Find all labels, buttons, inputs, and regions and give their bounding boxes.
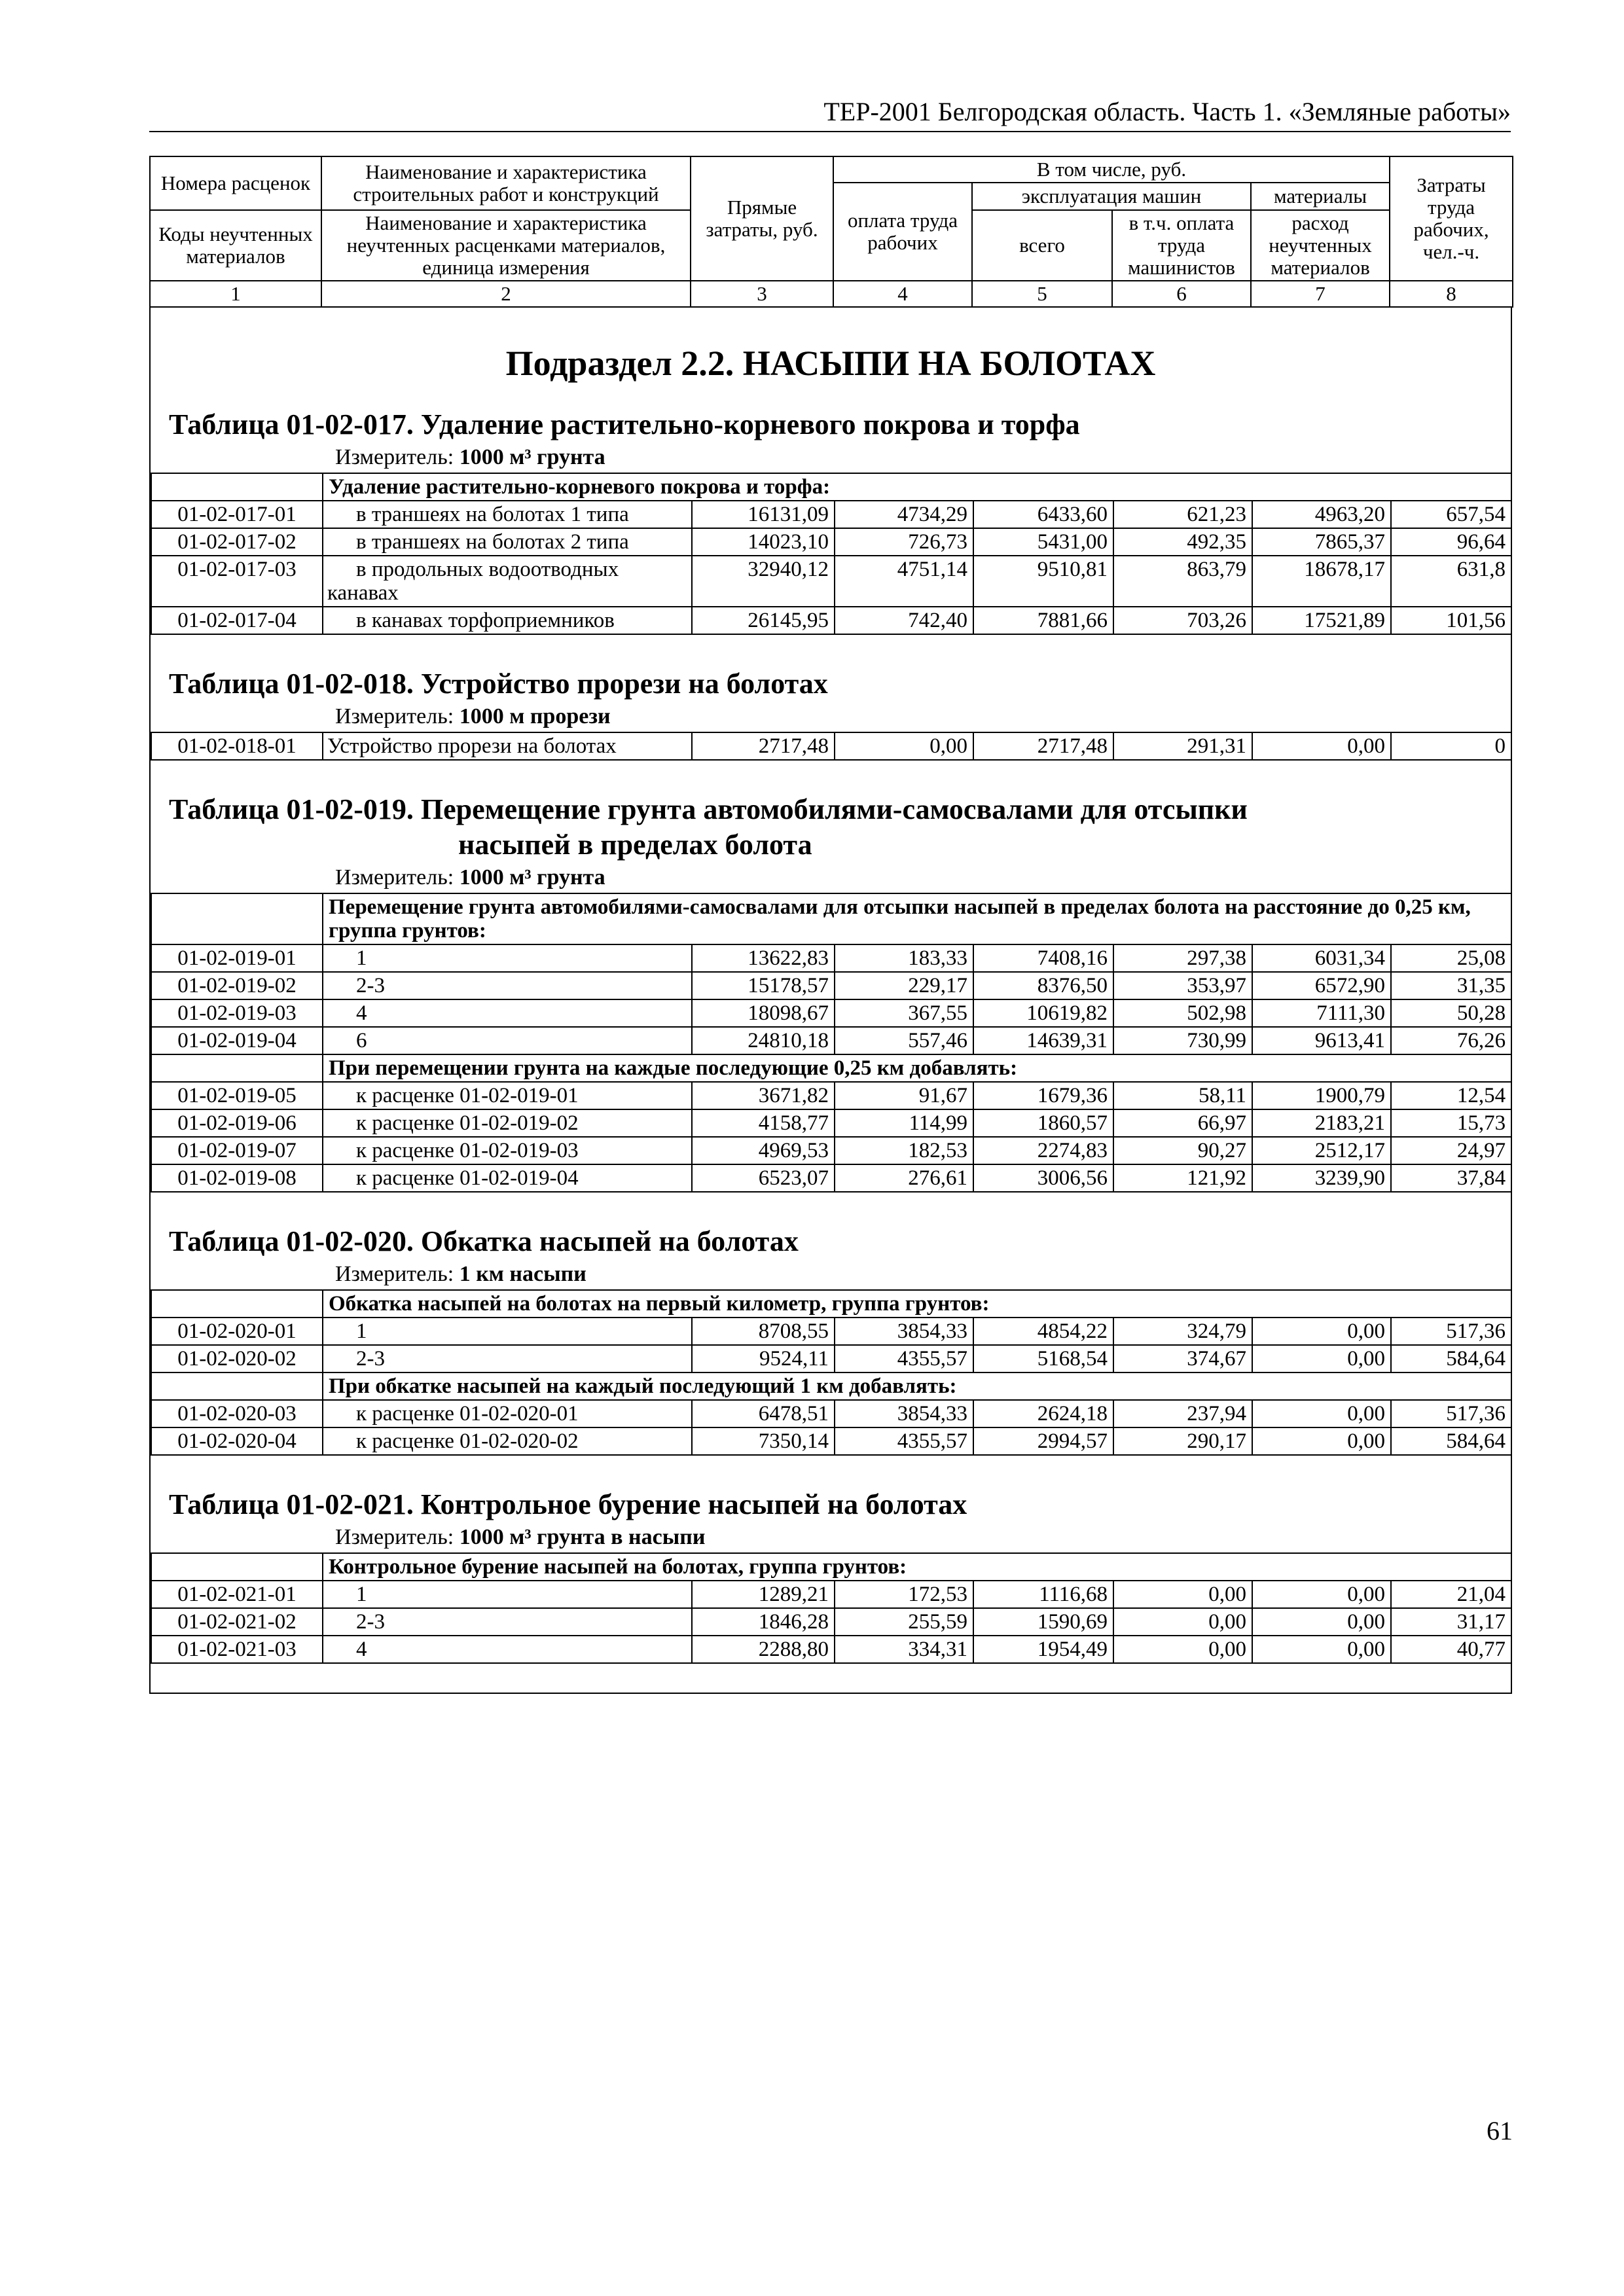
materials-value: 0,00 bbox=[1252, 1636, 1391, 1663]
direct-costs-value: 32940,12 bbox=[692, 556, 835, 607]
direct-costs-value: 6523,07 bbox=[692, 1164, 835, 1192]
machinist-pay-value: 621,23 bbox=[1113, 501, 1252, 528]
table-row bbox=[151, 1581, 1511, 1608]
worker-pay-value: 114,99 bbox=[835, 1109, 973, 1137]
rate-description: к расценке 01-02-019-01 bbox=[323, 1082, 692, 1109]
group-heading-row bbox=[151, 473, 1511, 501]
header-including: В том числе, руб. bbox=[833, 156, 1390, 183]
table-row bbox=[151, 501, 1511, 528]
machinist-pay-value: 291,31 bbox=[1113, 732, 1252, 760]
header-direct-costs: Прямые затраты, руб. bbox=[691, 156, 833, 281]
machine-total-value: 6433,60 bbox=[973, 501, 1113, 528]
materials-value: 0,00 bbox=[1252, 1345, 1391, 1372]
rate-description-line1: в продольных водоотводных bbox=[356, 558, 619, 581]
rate-code: 01-02-017-02 bbox=[151, 528, 323, 556]
table-title bbox=[151, 666, 1511, 702]
rate-description: к расценке 01-02-019-03 bbox=[323, 1137, 692, 1164]
measure-value: 1 км насыпи bbox=[459, 1262, 586, 1286]
machinist-pay-value: 703,26 bbox=[1113, 607, 1252, 634]
direct-costs-value: 26145,95 bbox=[692, 607, 835, 634]
machine-total-value: 1860,57 bbox=[973, 1109, 1113, 1137]
direct-costs-value: 15178,57 bbox=[692, 972, 835, 999]
group-heading-spacer bbox=[151, 1372, 323, 1400]
price-table bbox=[151, 893, 1512, 1193]
rate-code: 01-02-019-02 bbox=[151, 972, 323, 999]
materials-value: 2512,17 bbox=[1252, 1137, 1391, 1164]
materials-value: 3239,90 bbox=[1252, 1164, 1391, 1192]
materials-value: 1900,79 bbox=[1252, 1082, 1391, 1109]
worker-pay-value: 367,55 bbox=[835, 999, 973, 1027]
direct-costs-value: 16131,09 bbox=[692, 501, 835, 528]
worker-pay-value: 4751,14 bbox=[835, 556, 973, 607]
direct-costs-value: 2288,80 bbox=[692, 1636, 835, 1663]
machinist-pay-value: 297,38 bbox=[1113, 944, 1252, 972]
rate-description: 2-3 bbox=[323, 972, 692, 999]
group-heading-spacer bbox=[151, 473, 323, 501]
machinist-pay-value: 90,27 bbox=[1113, 1137, 1252, 1164]
measure-unit bbox=[151, 863, 1511, 893]
table-row bbox=[151, 1400, 1511, 1427]
table-row bbox=[151, 1137, 1511, 1164]
measure-value: 1000 м³ грунта в насыпи bbox=[459, 1525, 706, 1549]
group-heading: Удаление растительно-корневого покрова и торфа: bbox=[323, 473, 1511, 501]
subsection-title: Подраздел 2.2. НАСЫПИ НА БОЛОТАХ bbox=[505, 344, 1156, 383]
materials-value: 0,00 bbox=[1252, 1427, 1391, 1455]
table-row bbox=[151, 607, 1511, 634]
worker-pay-value: 183,33 bbox=[835, 944, 973, 972]
machinist-pay-value: 290,17 bbox=[1113, 1427, 1252, 1455]
materials-value: 0,00 bbox=[1252, 1581, 1391, 1608]
page-number: 61 bbox=[1487, 2116, 1513, 2145]
direct-costs-value: 1289,21 bbox=[692, 1581, 835, 1608]
table-title-text: Таблица 01-02-018. Устройство прорези на болотах bbox=[169, 668, 828, 700]
header-machinist-pay: в т.ч. оплата труда машинистов bbox=[1112, 210, 1251, 281]
table-spacer bbox=[151, 1456, 1511, 1484]
machinist-pay-value: 121,92 bbox=[1113, 1164, 1252, 1192]
header-codes-bottom: Коды неучтенных материалов bbox=[150, 210, 321, 281]
group-heading-spacer bbox=[151, 893, 323, 944]
materials-value: 2183,21 bbox=[1252, 1109, 1391, 1137]
table-row bbox=[151, 944, 1511, 972]
table-spacer bbox=[151, 1664, 1511, 1693]
table-title bbox=[151, 1224, 1511, 1259]
machine-total-value: 7881,66 bbox=[973, 607, 1113, 634]
measure-label: Измеритель: bbox=[335, 1525, 454, 1549]
header-name-top: Наименование и характеристика строительных работ и конструкций bbox=[321, 156, 691, 210]
labor-costs-value: 76,26 bbox=[1391, 1027, 1511, 1054]
rate-description: 2-3 bbox=[323, 1345, 692, 1372]
header-num-6: 6 bbox=[1112, 281, 1251, 307]
materials-value: 6031,34 bbox=[1252, 944, 1391, 972]
measure-label: Измеритель: bbox=[335, 865, 454, 889]
labor-costs-value: 25,08 bbox=[1391, 944, 1511, 972]
direct-costs-value: 13622,83 bbox=[692, 944, 835, 972]
materials-value: 7111,30 bbox=[1252, 999, 1391, 1027]
measure-value: 1000 м³ грунта bbox=[459, 865, 605, 889]
rate-description: в канавах торфоприемников bbox=[323, 607, 692, 634]
table-row bbox=[151, 1345, 1511, 1372]
machine-total-value: 9510,81 bbox=[973, 556, 1113, 607]
machine-total-value: 5168,54 bbox=[973, 1345, 1113, 1372]
materials-value: 0,00 bbox=[1252, 732, 1391, 760]
measure-label: Измеритель: bbox=[335, 1262, 454, 1286]
rate-description: к расценке 01-02-020-02 bbox=[323, 1427, 692, 1455]
header-unaccounted-materials: расход неучтенных материалов bbox=[1251, 210, 1390, 281]
rate-code: 01-02-019-03 bbox=[151, 999, 323, 1027]
header-num-2: 2 bbox=[321, 281, 691, 307]
labor-costs-value: 31,35 bbox=[1391, 972, 1511, 999]
worker-pay-value: 255,59 bbox=[835, 1608, 973, 1636]
machine-total-value: 1590,69 bbox=[973, 1608, 1113, 1636]
measure-label: Измеритель: bbox=[335, 704, 454, 728]
rate-description: к расценке 01-02-019-04 bbox=[323, 1164, 692, 1192]
measure-value: 1000 м³ грунта bbox=[459, 445, 605, 469]
rate-description: в траншеях на болотах 1 типа bbox=[323, 501, 692, 528]
price-table bbox=[151, 1552, 1512, 1664]
labor-costs-value: 584,64 bbox=[1391, 1427, 1511, 1455]
labor-costs-value: 96,64 bbox=[1391, 528, 1511, 556]
group-heading-spacer bbox=[151, 1054, 323, 1082]
header-num-7: 7 bbox=[1251, 281, 1390, 307]
machine-total-value: 5431,00 bbox=[973, 528, 1113, 556]
machinist-pay-value: 0,00 bbox=[1113, 1581, 1252, 1608]
materials-value: 4963,20 bbox=[1252, 501, 1391, 528]
header-num-5: 5 bbox=[972, 281, 1112, 307]
rate-description: 1 bbox=[323, 944, 692, 972]
running-head: ТЕР-2001 Белгородская область. Часть 1. «Земляные работы» bbox=[149, 93, 1511, 132]
labor-costs-value: 101,56 bbox=[1391, 607, 1511, 634]
machinist-pay-value: 324,79 bbox=[1113, 1318, 1252, 1345]
header-name-bottom: Наименование и характеристика неучтенных расценками материалов, единица измерения bbox=[321, 210, 691, 281]
header-codes-top: Номера расценок bbox=[150, 156, 321, 210]
labor-costs-value: 15,73 bbox=[1391, 1109, 1511, 1137]
table-title bbox=[151, 407, 1511, 442]
table-row bbox=[151, 1164, 1511, 1192]
rate-code: 01-02-019-08 bbox=[151, 1164, 323, 1192]
price-table bbox=[151, 732, 1512, 761]
machine-total-value: 1116,68 bbox=[973, 1581, 1113, 1608]
group-heading-row bbox=[151, 1290, 1511, 1318]
machine-total-value: 2274,83 bbox=[973, 1137, 1113, 1164]
labor-costs-value: 12,54 bbox=[1391, 1082, 1511, 1109]
rate-description-line2: канавах bbox=[327, 581, 399, 605]
rate-description bbox=[323, 556, 692, 607]
materials-value: 0,00 bbox=[1252, 1608, 1391, 1636]
table-row bbox=[151, 999, 1511, 1027]
worker-pay-value: 3854,33 bbox=[835, 1400, 973, 1427]
price-table bbox=[151, 1289, 1512, 1456]
rate-code: 01-02-020-02 bbox=[151, 1345, 323, 1372]
materials-value: 18678,17 bbox=[1252, 556, 1391, 607]
group-heading-row bbox=[151, 1553, 1511, 1581]
header-num-8: 8 bbox=[1390, 281, 1513, 307]
rate-code: 01-02-021-02 bbox=[151, 1608, 323, 1636]
machine-total-value: 14639,31 bbox=[973, 1027, 1113, 1054]
table-row bbox=[151, 1318, 1511, 1345]
machinist-pay-value: 492,35 bbox=[1113, 528, 1252, 556]
labor-costs-value: 584,64 bbox=[1391, 1345, 1511, 1372]
rate-code: 01-02-017-04 bbox=[151, 607, 323, 634]
rate-code: 01-02-020-01 bbox=[151, 1318, 323, 1345]
labor-costs-value: 50,28 bbox=[1391, 999, 1511, 1027]
worker-pay-value: 4355,57 bbox=[835, 1427, 973, 1455]
table-title-text: Таблица 01-02-017. Удаление растительно-корневого покрова и торфа bbox=[169, 408, 1080, 440]
labor-costs-value: 0 bbox=[1391, 732, 1511, 760]
machine-total-value: 1954,49 bbox=[973, 1636, 1113, 1663]
machine-total-value: 3006,56 bbox=[973, 1164, 1113, 1192]
measure-value: 1000 м прорези bbox=[459, 704, 611, 728]
worker-pay-value: 182,53 bbox=[835, 1137, 973, 1164]
header-num-3: 3 bbox=[691, 281, 833, 307]
machine-total-value: 7408,16 bbox=[973, 944, 1113, 972]
worker-pay-value: 172,53 bbox=[835, 1581, 973, 1608]
worker-pay-value: 0,00 bbox=[835, 732, 973, 760]
table-row bbox=[151, 528, 1511, 556]
group-heading: При обкатке насыпей на каждый последующий 1 км добавлять: bbox=[323, 1372, 1511, 1400]
direct-costs-value: 24810,18 bbox=[692, 1027, 835, 1054]
machinist-pay-value: 0,00 bbox=[1113, 1608, 1252, 1636]
table-title-text: Таблица 01-02-021. Контрольное бурение насыпей на болотах bbox=[169, 1488, 967, 1520]
header-num-1: 1 bbox=[150, 281, 321, 307]
table-title bbox=[151, 1487, 1511, 1522]
table-title bbox=[151, 792, 1511, 863]
labor-costs-value: 517,36 bbox=[1391, 1400, 1511, 1427]
direct-costs-value: 9524,11 bbox=[692, 1345, 835, 1372]
table-row bbox=[151, 1109, 1511, 1137]
group-heading: При перемещении грунта на каждые последующие 0,25 км добавлять: bbox=[323, 1054, 1511, 1082]
rate-code: 01-02-020-03 bbox=[151, 1400, 323, 1427]
direct-costs-value: 8708,55 bbox=[692, 1318, 835, 1345]
tables-container bbox=[151, 407, 1511, 1693]
measure-label: Измеритель: bbox=[335, 445, 454, 469]
rate-code: 01-02-019-06 bbox=[151, 1109, 323, 1137]
table-row bbox=[151, 556, 1511, 607]
measure-unit bbox=[151, 442, 1511, 473]
rate-code: 01-02-018-01 bbox=[151, 732, 323, 760]
group-heading-spacer bbox=[151, 1553, 323, 1581]
table-spacer bbox=[151, 635, 1511, 664]
header-machine-total: всего bbox=[972, 210, 1112, 281]
table-row bbox=[151, 732, 1511, 760]
direct-costs-value: 1846,28 bbox=[692, 1608, 835, 1636]
labor-costs-value: 657,54 bbox=[1391, 501, 1511, 528]
header-machine-exploitation: эксплуатация машин bbox=[972, 183, 1251, 210]
document-body bbox=[149, 308, 1512, 1694]
direct-costs-value: 6478,51 bbox=[692, 1400, 835, 1427]
rate-code: 01-02-019-04 bbox=[151, 1027, 323, 1054]
rate-description: 6 bbox=[323, 1027, 692, 1054]
document-frame bbox=[149, 156, 1512, 1694]
direct-costs-value: 4158,77 bbox=[692, 1109, 835, 1137]
rate-description: в траншеях на болотах 2 типа bbox=[323, 528, 692, 556]
worker-pay-value: 557,46 bbox=[835, 1027, 973, 1054]
worker-pay-value: 229,17 bbox=[835, 972, 973, 999]
table-title-text: Таблица 01-02-020. Обкатка насыпей на болотах bbox=[169, 1225, 799, 1257]
group-heading-spacer bbox=[151, 1290, 323, 1318]
machinist-pay-value: 66,97 bbox=[1113, 1109, 1252, 1137]
price-table bbox=[151, 473, 1512, 635]
rate-code: 01-02-019-07 bbox=[151, 1137, 323, 1164]
machinist-pay-value: 237,94 bbox=[1113, 1400, 1252, 1427]
rate-code: 01-02-019-01 bbox=[151, 944, 323, 972]
materials-value: 17521,89 bbox=[1252, 607, 1391, 634]
table-spacer bbox=[151, 761, 1511, 789]
materials-value: 0,00 bbox=[1252, 1400, 1391, 1427]
rate-code: 01-02-017-03 bbox=[151, 556, 323, 607]
group-heading-row bbox=[151, 893, 1511, 944]
table-row bbox=[151, 972, 1511, 999]
machinist-pay-value: 863,79 bbox=[1113, 556, 1252, 607]
materials-value: 9613,41 bbox=[1252, 1027, 1391, 1054]
machinist-pay-value: 374,67 bbox=[1113, 1345, 1252, 1372]
machinist-pay-value: 353,97 bbox=[1113, 972, 1252, 999]
group-heading: Перемещение грунта автомобилями-самосвалами для отсыпки насыпей в пределах болота на расстояние до 0,25 км, группа грунтов: bbox=[323, 893, 1511, 944]
worker-pay-value: 742,40 bbox=[835, 607, 973, 634]
header-labor-costs: Затраты труда рабочих, чел.-ч. bbox=[1390, 156, 1513, 281]
machine-total-value: 2624,18 bbox=[973, 1400, 1113, 1427]
rate-description: 1 bbox=[323, 1581, 692, 1608]
rate-description: к расценке 01-02-019-02 bbox=[323, 1109, 692, 1137]
machine-total-value: 2717,48 bbox=[973, 732, 1113, 760]
table-title-continuation: насыпей в пределах болота bbox=[458, 829, 812, 861]
header-worker-pay: оплата труда рабочих bbox=[833, 183, 972, 281]
group-heading-row bbox=[151, 1054, 1511, 1082]
machine-total-value: 8376,50 bbox=[973, 972, 1113, 999]
table-row bbox=[151, 1608, 1511, 1636]
table-row bbox=[151, 1027, 1511, 1054]
machine-total-value: 4854,22 bbox=[973, 1318, 1113, 1345]
table-row bbox=[151, 1636, 1511, 1663]
machine-total-value: 2994,57 bbox=[973, 1427, 1113, 1455]
group-heading: Обкатка насыпей на болотах на первый километр, группа грунтов: bbox=[323, 1290, 1511, 1318]
labor-costs-value: 40,77 bbox=[1391, 1636, 1511, 1663]
worker-pay-value: 334,31 bbox=[835, 1636, 973, 1663]
machinist-pay-value: 58,11 bbox=[1113, 1082, 1252, 1109]
labor-costs-value: 631,8 bbox=[1391, 556, 1511, 607]
labor-costs-value: 517,36 bbox=[1391, 1318, 1511, 1345]
group-heading-row bbox=[151, 1372, 1511, 1400]
rate-description: к расценке 01-02-020-01 bbox=[323, 1400, 692, 1427]
materials-value: 0,00 bbox=[1252, 1318, 1391, 1345]
rate-description: 2-3 bbox=[323, 1608, 692, 1636]
worker-pay-value: 4355,57 bbox=[835, 1345, 973, 1372]
worker-pay-value: 276,61 bbox=[835, 1164, 973, 1192]
labor-costs-value: 24,97 bbox=[1391, 1137, 1511, 1164]
rate-code: 01-02-020-04 bbox=[151, 1427, 323, 1455]
measure-unit bbox=[151, 1259, 1511, 1289]
direct-costs-value: 14023,10 bbox=[692, 528, 835, 556]
rate-code: 01-02-019-05 bbox=[151, 1082, 323, 1109]
measure-unit bbox=[151, 702, 1511, 732]
worker-pay-value: 4734,29 bbox=[835, 501, 973, 528]
direct-costs-value: 4969,53 bbox=[692, 1137, 835, 1164]
direct-costs-value: 7350,14 bbox=[692, 1427, 835, 1455]
worker-pay-value: 726,73 bbox=[835, 528, 973, 556]
worker-pay-value: 91,67 bbox=[835, 1082, 973, 1109]
rate-code: 01-02-017-01 bbox=[151, 501, 323, 528]
group-heading: Контрольное бурение насыпей на болотах, группа грунтов: bbox=[323, 1553, 1511, 1581]
machine-total-value: 1679,36 bbox=[973, 1082, 1113, 1109]
direct-costs-value: 18098,67 bbox=[692, 999, 835, 1027]
column-header-table bbox=[149, 156, 1513, 308]
rate-description: 4 bbox=[323, 1636, 692, 1663]
machinist-pay-value: 0,00 bbox=[1113, 1636, 1252, 1663]
rate-description: Устройство прорези на болотах bbox=[323, 732, 692, 760]
rate-description: 1 bbox=[323, 1318, 692, 1345]
machinist-pay-value: 730,99 bbox=[1113, 1027, 1252, 1054]
header-number-row bbox=[150, 281, 1513, 307]
worker-pay-value: 3854,33 bbox=[835, 1318, 973, 1345]
labor-costs-value: 37,84 bbox=[1391, 1164, 1511, 1192]
measure-unit bbox=[151, 1522, 1511, 1552]
machinist-pay-value: 502,98 bbox=[1113, 999, 1252, 1027]
direct-costs-value: 3671,82 bbox=[692, 1082, 835, 1109]
labor-costs-value: 31,17 bbox=[1391, 1608, 1511, 1636]
table-row bbox=[151, 1427, 1511, 1455]
materials-value: 6572,90 bbox=[1252, 972, 1391, 999]
rate-description: 4 bbox=[323, 999, 692, 1027]
materials-value: 7865,37 bbox=[1252, 528, 1391, 556]
rate-code: 01-02-021-01 bbox=[151, 1581, 323, 1608]
machine-total-value: 10619,82 bbox=[973, 999, 1113, 1027]
direct-costs-value: 2717,48 bbox=[692, 732, 835, 760]
table-spacer bbox=[151, 1193, 1511, 1221]
table-row bbox=[151, 1082, 1511, 1109]
header-materials: материалы bbox=[1251, 183, 1390, 210]
table-title-text: Таблица 01-02-019. Перемещение грунта автомобилями-самосвалами для отсыпки bbox=[169, 793, 1248, 825]
rate-code: 01-02-021-03 bbox=[151, 1636, 323, 1663]
labor-costs-value: 21,04 bbox=[1391, 1581, 1511, 1608]
header-num-4: 4 bbox=[833, 281, 972, 307]
